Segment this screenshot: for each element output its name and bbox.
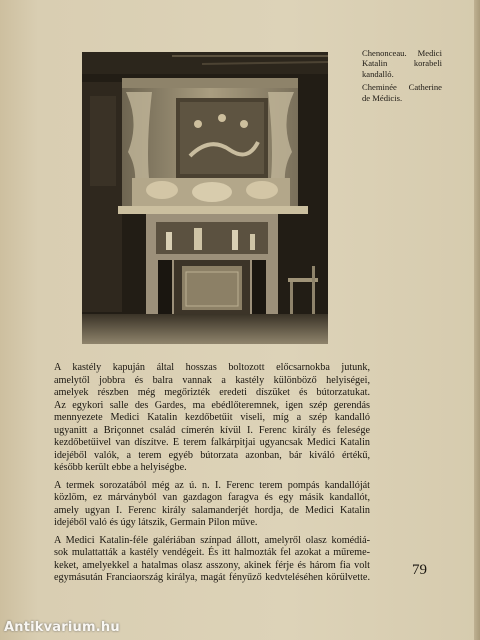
text-line: ugyanitt a Briçonnet család címerén kívül I. Ferenc király és felesége — [54, 424, 370, 436]
text-line: idejéből való és úgy látszik, Germain Pilon műve. — [54, 517, 258, 528]
page-edge — [474, 0, 480, 640]
text-line: amelytől jobbra és balra vannak a kastély különböző helyiségei, — [54, 374, 370, 386]
text-line: közlöm, ez márványból van gazdagon faragva és egy másik kandallót, — [54, 492, 370, 503]
paragraph-1 — [36, 362, 370, 475]
body-text — [36, 362, 370, 590]
caption-french: Cheminée Catherine de Médicis. — [362, 82, 442, 103]
paragraph-2 — [36, 480, 370, 530]
fireplace-photo — [82, 52, 328, 344]
watermark-logo: Antikvarium.hu — [4, 620, 120, 635]
text-line: később került ebbe a helyiségbe. — [54, 462, 187, 473]
caption-hungarian: Chenonceau. Medici Katalin korabeli kandalló. — [362, 48, 442, 79]
text-line: idejéből valók, a terem egyéb bútorzata azonban, bár kiváló értékű, — [54, 449, 370, 461]
page-number: 79 — [412, 562, 427, 578]
text-line: Az egykori salle des Gardes, ma ebédlőteremnek, igen szép gerendás — [54, 399, 370, 411]
paragraph-3 — [36, 535, 370, 585]
text-line: mennyezete Medici Katalin kezdőbetűit viseli, míg a szép kandalló — [54, 412, 370, 423]
text-line: A termek sorozatából még az ú. n. I. Ferenc terem pompás kandallóját — [54, 479, 370, 491]
text-line: sok mulattatták a kastély vendégeit. És itt halmozták fel azokat a műreme- — [54, 547, 370, 558]
text-line: A kastély kapuján által hosszas boltozott előcsarnokba jutunk, — [54, 362, 370, 373]
text-line: keket, amelyekkel a hatalmas olasz asszony, akinek férje és három fia volt — [54, 559, 370, 571]
text-line: amelyek részben még megőrizték eredeti díszüket és bútorzatukat. — [54, 387, 370, 398]
text-line: A Medici Katalin-féle galériában színpad állott, amelyről olasz komédiá- — [54, 534, 370, 546]
photo-caption — [362, 48, 442, 106]
text-line: kezdőbetűivel van díszítve. E terem falkárpitjai ugyancsak Medici Katalin — [54, 437, 370, 448]
text-line: amely ugyan I. Ferenc király salamanderjét hordja, de Medici Katalin — [54, 504, 370, 516]
text-line: egymásután Franciaország királya, magát fényűző kedvteléséhen körülvette. — [54, 572, 370, 583]
